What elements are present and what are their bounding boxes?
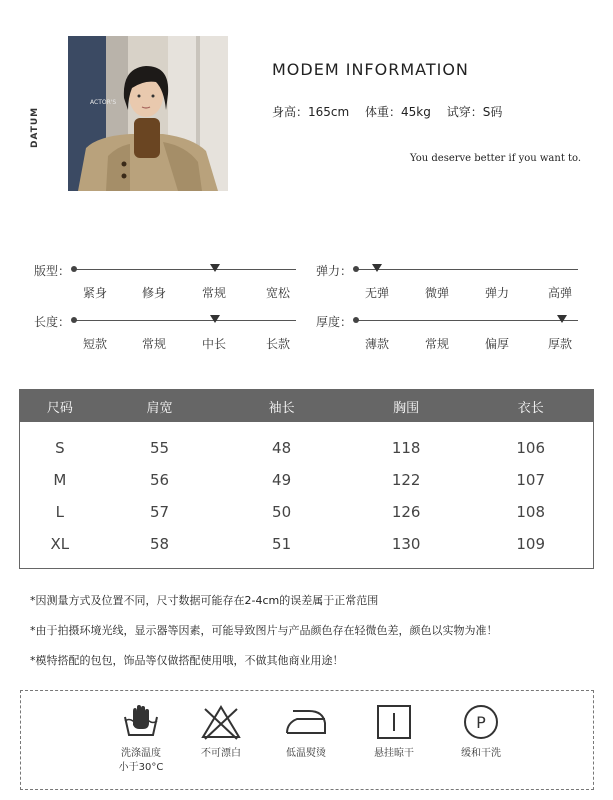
header-sleeve: 袖长 bbox=[268, 400, 295, 416]
table-cell: 118 bbox=[391, 439, 421, 457]
scale-dot bbox=[71, 266, 77, 272]
length-option: 短款 bbox=[82, 337, 108, 351]
table-row bbox=[20, 464, 593, 496]
care-label-bleach: 不可漂白 bbox=[201, 748, 241, 759]
table-cell: 130 bbox=[391, 535, 421, 553]
scale-dot bbox=[71, 317, 77, 323]
thickness-option: 厚款 bbox=[547, 337, 573, 351]
fit-option: 修身 bbox=[141, 286, 167, 300]
table-cell: 126 bbox=[391, 503, 421, 521]
hang-dry-icon bbox=[374, 703, 414, 741]
elastic-scale-label: 弹力： bbox=[316, 264, 353, 278]
thickness-scale-label: 厚度： bbox=[316, 315, 353, 329]
length-scale bbox=[34, 313, 304, 353]
table-row bbox=[20, 432, 593, 464]
fit-scale-label: 版型： bbox=[34, 264, 71, 278]
model-fit: 试穿：S码 bbox=[446, 105, 503, 119]
fit-scale bbox=[34, 262, 304, 302]
table-cell: 106 bbox=[516, 439, 546, 457]
length-selected-marker bbox=[210, 315, 220, 323]
table-cell: 57 bbox=[149, 503, 170, 521]
note-accessories: *模特搭配的包包，饰品等仅做搭配使用哦，不做其他商业用途！ bbox=[30, 654, 344, 667]
fit-option: 宽松 bbox=[265, 286, 291, 300]
elastic-option: 无弹 bbox=[364, 286, 390, 300]
table-cell: L bbox=[55, 503, 65, 521]
elastic-option: 高弹 bbox=[547, 286, 573, 300]
model-photo bbox=[68, 36, 228, 191]
header-size: 尺码 bbox=[46, 400, 73, 416]
table-cell: 51 bbox=[272, 535, 292, 553]
thickness-option: 常规 bbox=[424, 337, 450, 351]
care-label-iron: 低温熨烫 bbox=[286, 748, 326, 759]
fit-option: 常规 bbox=[201, 286, 227, 300]
size-table bbox=[19, 389, 594, 569]
tagline: You deserve better if you want to. bbox=[410, 153, 582, 164]
fit-selected-marker bbox=[210, 264, 220, 272]
length-scale-label: 长度： bbox=[34, 315, 71, 329]
table-cell: 49 bbox=[272, 471, 292, 489]
table-row bbox=[20, 528, 593, 560]
no-bleach-icon bbox=[199, 703, 243, 741]
header-shoulder: 肩宽 bbox=[146, 400, 173, 416]
table-cell: S bbox=[55, 439, 65, 457]
elastic-scale bbox=[316, 262, 586, 302]
thickness-option: 偏厚 bbox=[484, 337, 510, 351]
side-label: DATUM bbox=[30, 106, 40, 148]
model-height: 身高：165cm bbox=[272, 105, 350, 119]
dry-clean-icon bbox=[461, 703, 501, 741]
model-info-title: MODEM INFORMATION bbox=[272, 60, 469, 79]
care-label-wash-temp: 小于30°C bbox=[118, 762, 164, 773]
table-cell: 58 bbox=[149, 535, 170, 553]
table-cell: 109 bbox=[516, 535, 546, 553]
care-label-dryclean: 缓和干洗 bbox=[461, 748, 501, 759]
care-instructions bbox=[20, 690, 594, 790]
care-item-bleach bbox=[181, 703, 261, 761]
photo-sign-text: ACTOR'S bbox=[90, 99, 117, 106]
fit-option: 紧身 bbox=[82, 286, 108, 300]
care-label-dry: 悬挂晾干 bbox=[374, 748, 414, 759]
scale-line bbox=[356, 320, 578, 321]
scale-line bbox=[74, 320, 296, 321]
table-cell: 48 bbox=[272, 439, 292, 457]
length-option: 中长 bbox=[201, 337, 227, 351]
table-cell: 108 bbox=[516, 503, 546, 521]
table-row bbox=[20, 496, 593, 528]
table-cell: M bbox=[53, 471, 67, 489]
length-option: 长款 bbox=[265, 337, 291, 351]
care-item-dryclean bbox=[441, 703, 521, 761]
scale-line bbox=[356, 269, 578, 270]
care-item-wash bbox=[101, 703, 181, 775]
table-cell: 50 bbox=[272, 503, 292, 521]
table-cell: XL bbox=[50, 535, 70, 553]
header-chest: 胸围 bbox=[393, 400, 420, 416]
svg-text:P: P bbox=[476, 713, 486, 732]
elastic-selected-marker bbox=[372, 264, 382, 272]
elastic-option: 弹力 bbox=[484, 286, 510, 300]
table-cell: 55 bbox=[149, 439, 170, 457]
header-length: 衣长 bbox=[517, 400, 544, 416]
thickness-selected-marker bbox=[557, 315, 567, 323]
hand-wash-icon bbox=[121, 703, 161, 741]
care-label-wash: 洗涤温度 bbox=[121, 748, 161, 759]
care-item-dry bbox=[354, 703, 434, 761]
scale-dot bbox=[353, 266, 359, 272]
model-weight: 体重：45kg bbox=[365, 105, 431, 119]
size-table-header bbox=[20, 390, 593, 422]
thickness-scale bbox=[316, 313, 586, 353]
model-stats bbox=[272, 103, 514, 120]
note-measurement: *因测量方式及位置不同，尺寸数据可能存在2-4cm的误差属于正常范围 bbox=[30, 594, 379, 607]
scale-dot bbox=[353, 317, 359, 323]
low-iron-icon bbox=[283, 703, 329, 741]
scale-line bbox=[74, 269, 296, 270]
thickness-option: 薄款 bbox=[364, 337, 390, 351]
care-item-iron bbox=[266, 703, 346, 761]
length-option: 常规 bbox=[141, 337, 167, 351]
note-color: *由于拍摄环境光线，显示器等因素，可能导致图片与产品颜色存在轻微色差，颜色以实物为准！ bbox=[30, 624, 498, 637]
table-cell: 56 bbox=[149, 471, 170, 489]
table-cell: 122 bbox=[391, 471, 421, 489]
elastic-option: 微弹 bbox=[424, 286, 450, 300]
table-cell: 107 bbox=[516, 471, 546, 489]
